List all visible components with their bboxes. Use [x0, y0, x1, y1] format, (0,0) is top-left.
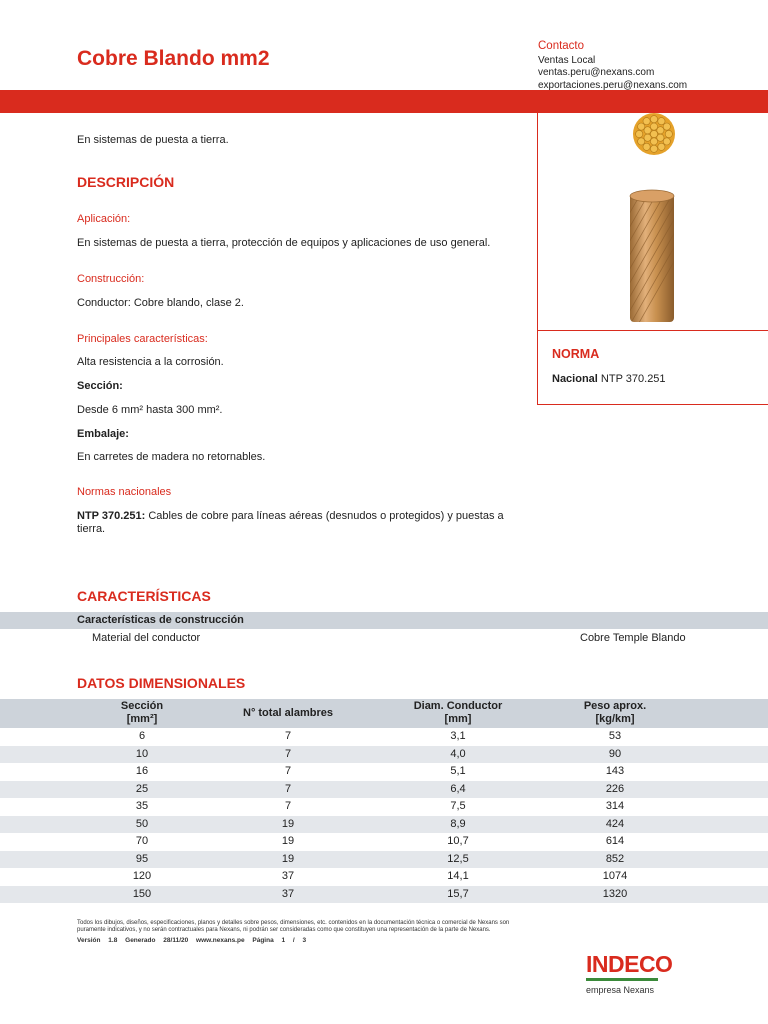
table-cell: 143 [605, 765, 625, 777]
table-row [0, 746, 768, 764]
embalaje-text: En carretes de madera no retornables. [77, 451, 266, 463]
caracteristicas-text: Alta resistencia a la corrosión. [77, 356, 224, 368]
table-row [0, 728, 768, 746]
norma-label: Nacional [552, 373, 598, 385]
page-title: Cobre Blando mm2 [77, 47, 270, 70]
norma-value: NTP 370.251 [600, 373, 666, 385]
table-cell: 226 [605, 782, 625, 795]
construccion-band [0, 612, 768, 629]
construccion-text: Conductor: Cobre blando, clase 2. [77, 297, 244, 309]
table-cell: 4,0 [450, 747, 466, 760]
footer-version: Versión 1.8 [77, 937, 118, 944]
table-row [0, 763, 768, 781]
descripcion-heading: DESCRIPCIÓN [77, 174, 175, 190]
table-cell: 314 [605, 800, 625, 812]
footer-info [77, 937, 306, 944]
ntp-text: Cables de cobre para líneas aéreas (desnudos o protegidos) y puestas a tierra. [77, 510, 504, 535]
table-cell: 10 [135, 747, 149, 760]
table-cell: 95 [135, 852, 149, 865]
intro-text: En sistemas de puesta a tierra. [77, 134, 229, 146]
norma-divider [537, 330, 768, 331]
column-header: Peso aprox. [kg/km] [583, 700, 647, 725]
table-row [0, 798, 768, 816]
embalaje-label: Embalaje: [77, 428, 129, 440]
table-row [0, 851, 768, 869]
indeco-logo [586, 952, 672, 995]
caracteristicas-heading: CARACTERÍSTICAS [77, 588, 211, 604]
column-header: N° total alambres [243, 707, 333, 719]
contact-email[interactable]: ventas.peru@nexans.com [538, 67, 655, 78]
table-cell: 7 [284, 747, 292, 760]
table-cell: 50 [135, 817, 149, 830]
norma-heading: NORMA [552, 347, 600, 361]
table-cell: 70 [135, 835, 149, 847]
table-cell: 7 [284, 800, 292, 812]
table-cell: 7 [284, 730, 292, 742]
contact-label: Contacto [538, 40, 585, 52]
table-cell: 150 [132, 887, 152, 900]
table-cell: 14,1 [447, 870, 469, 882]
norma-line [552, 373, 666, 385]
caracteristicas-label: Principales características: [77, 333, 208, 345]
material-label: Material del conductor [92, 632, 201, 644]
footer-page: Página 1 / 3 [252, 937, 307, 944]
normas-label: Normas nacionales [77, 486, 172, 498]
ntp-description [77, 510, 529, 536]
table-cell: 10,7 [447, 835, 469, 847]
table-header-row [0, 699, 768, 728]
logo-brand: INDECO [586, 951, 673, 977]
table-cell: 53 [608, 730, 622, 742]
table-cell: 15,7 [447, 887, 469, 900]
table-row [0, 833, 768, 851]
table-cell: 12,5 [447, 852, 469, 865]
table-cell: 16 [135, 765, 149, 777]
construccion-label: Construcción: [77, 273, 145, 285]
table-cell: 6 [138, 730, 146, 742]
table-cell: 25 [135, 782, 149, 795]
aplicacion-label: Aplicación: [77, 213, 131, 225]
legal-note: Todos los dibujos, diseños, especificaciones, planos y detalles sobre pesos, dimensiones, etc. contenidos en la documentación técnica o comercial de Nexans son puramente indicativos, y no serán contractuales para Nexans, ni podrán ser consideradas como que constituyen una representación de la parte de Nexans. [77, 920, 510, 933]
construccion-band-label: Características de construcción [77, 614, 244, 626]
table-cell: 8,9 [450, 817, 466, 830]
logo-underline [586, 978, 658, 981]
contact-block [538, 40, 687, 92]
table-cell: 90 [608, 747, 622, 760]
logo-sub: empresa Nexans [586, 985, 655, 995]
table-cell: 19 [281, 817, 295, 830]
table-cell: 7,5 [450, 800, 466, 812]
table-cell: 5,1 [450, 765, 466, 777]
table-cell: 614 [605, 835, 625, 847]
footer-generated: Generado 28/11/20 [125, 937, 189, 944]
table-cell: 852 [605, 852, 625, 865]
table-cell: 19 [281, 852, 295, 865]
table-cell: 37 [281, 870, 295, 882]
table-row [0, 868, 768, 886]
header-red-bar [0, 90, 768, 113]
table-cell: 6,4 [450, 782, 466, 795]
column-header: Diam. Conductor [mm] [413, 700, 503, 725]
cable-cross-section-icon [629, 112, 679, 157]
table-cell: 1320 [602, 887, 628, 900]
table-cell: 7 [284, 782, 292, 795]
table-row [0, 816, 768, 834]
table-cell: 3,1 [450, 730, 466, 742]
table-cell: 120 [132, 870, 152, 882]
table-cell: 7 [284, 765, 292, 777]
footer-site[interactable]: www.nexans.pe [196, 937, 245, 944]
table-cell: 424 [605, 817, 625, 830]
contact-line: Ventas Local [538, 54, 596, 66]
table-row [0, 886, 768, 904]
stranded-cable-icon [628, 188, 676, 328]
table-row [0, 781, 768, 799]
contact-email[interactable]: exportaciones.peru@nexans.com [538, 79, 688, 91]
table-cell: 35 [135, 800, 149, 812]
table-cell: 37 [281, 887, 295, 900]
table-cell: 1074 [602, 870, 628, 882]
table-cell: 19 [281, 835, 295, 847]
material-value: Cobre Temple Blando [580, 632, 686, 644]
aplicacion-text: En sistemas de puesta a tierra, protección de equipos y aplicaciones de uso general. [77, 237, 491, 249]
column-header: Sección [mm²] [120, 700, 164, 725]
seccion-label: Sección: [77, 380, 123, 392]
seccion-text: Desde 6 mm² hasta 300 mm². [77, 404, 223, 416]
dimensionales-heading: DATOS DIMENSIONALES [77, 675, 246, 691]
ntp-code: NTP 370.251: [77, 510, 146, 522]
